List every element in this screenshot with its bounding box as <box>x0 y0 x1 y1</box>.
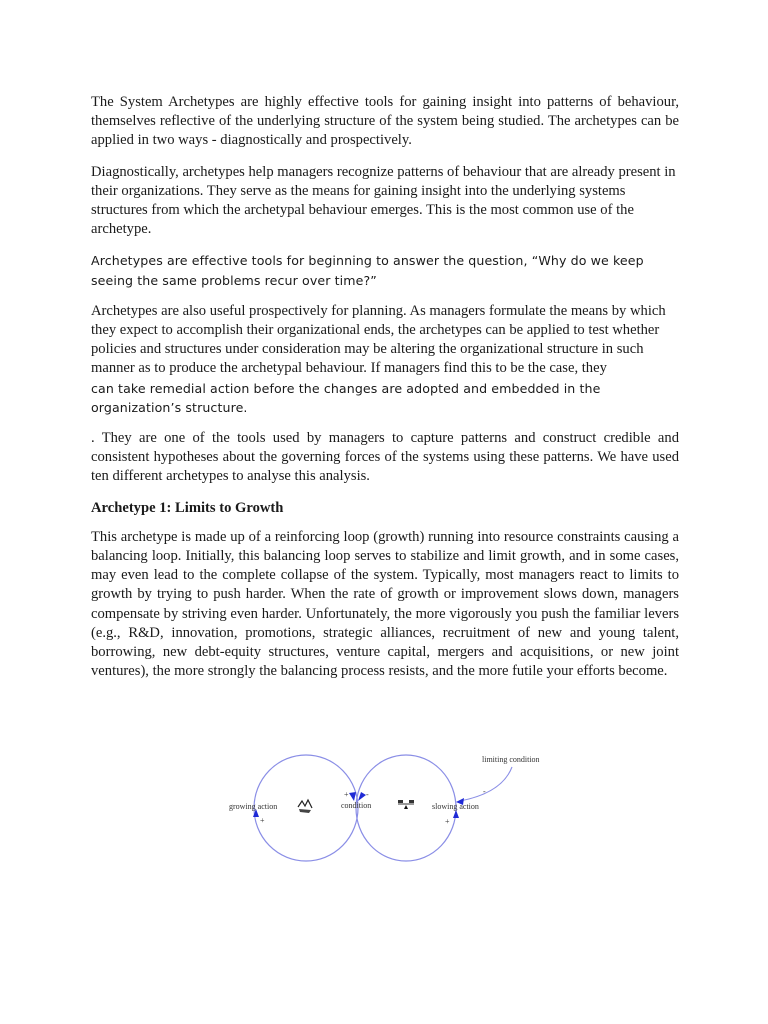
label-limiting-condition: limiting condition <box>482 755 540 764</box>
label-slowing-action: slowing action <box>432 802 479 811</box>
sign-slowing-plus: + <box>445 817 450 826</box>
label-condition: condition <box>341 801 372 810</box>
arrow-to-condition-left <box>349 792 356 801</box>
balance-icon <box>398 800 414 809</box>
arrow-to-condition-right <box>358 792 366 801</box>
causal-loop-diagram <box>220 745 560 870</box>
sign-growing-plus: + <box>260 816 265 825</box>
paragraph-prospective: Archetypes are also useful prospectively for planning. As managers formulate the means by which they expect to accomplish their organizational ends, the archetypes can be applied to test whether policies and structures under consideration may be altering the organizational structure in such manner as to produce the archetypal behaviour. If managers find this to be the case, they <box>91 302 666 377</box>
paragraph-tools: . They are one of the tools used by managers to capture patterns and construct credible and consistent hypotheses about the governing forces of the systems using these patterns. We have used ten different archetypes to analyse this analysis. <box>91 430 679 485</box>
sign-condition-minus: - <box>366 790 369 799</box>
sign-condition-plus: + <box>344 790 349 799</box>
paragraph-question: Archetypes are effective tools for beginning to answer the question, “Why do we keep seeing the same problems recur over time?” <box>91 253 644 288</box>
arrow-to-slowing <box>453 810 459 818</box>
text-column <box>91 93 679 693</box>
paragraph-diagnostic: Diagnostically, archetypes help managers recognize patterns of behaviour that are already present in their organizations. They serve as the means for gaining insight into the underlying systems structures from which the archetypal behaviour emerges. This is the most common use of the archetype. <box>91 163 676 238</box>
limiting-link <box>460 767 512 801</box>
paragraph-intro: The System Archetypes are highly effective tools for gaining insight into patterns of behaviour, themselves reflective of the underlying structure of the system being studied. The archetypes can be applied in two ways - diagnostically and prospectively. <box>91 94 679 149</box>
section-heading: Archetype 1: Limits to Growth <box>91 499 284 516</box>
growth-icon <box>298 800 312 813</box>
section-body: This archetype is made up of a reinforcing loop (growth) running into resource constraints causing a balancing loop. Initially, this balancing loop serves to stabilize and limit growth, and in some cases, may even lead to the complete collapse of the system. Typically, most managers react to limits to growth by trying to push harder. When the rate of growth or improvement slows down, managers compensate by striving even harder. Unfortunately, the more vigorously you push the familiar levers (e.g., R&D, innovation, promotions, strategic alliances, recruitment of new and young talent, borrowing, new debt-equity structures, venture capital, mergers and acquisitions, or new joint ventures), the more strongly the balancing process resists, and the more futile your efforts become. <box>91 528 679 680</box>
label-growing-action: growing action <box>229 802 278 811</box>
limits-to-growth-diagram <box>220 745 560 870</box>
paragraph-remedial: can take remedial action before the changes are adopted and embedded in the organization’s structure. <box>91 380 601 415</box>
sign-limit-minus: - <box>483 787 486 796</box>
